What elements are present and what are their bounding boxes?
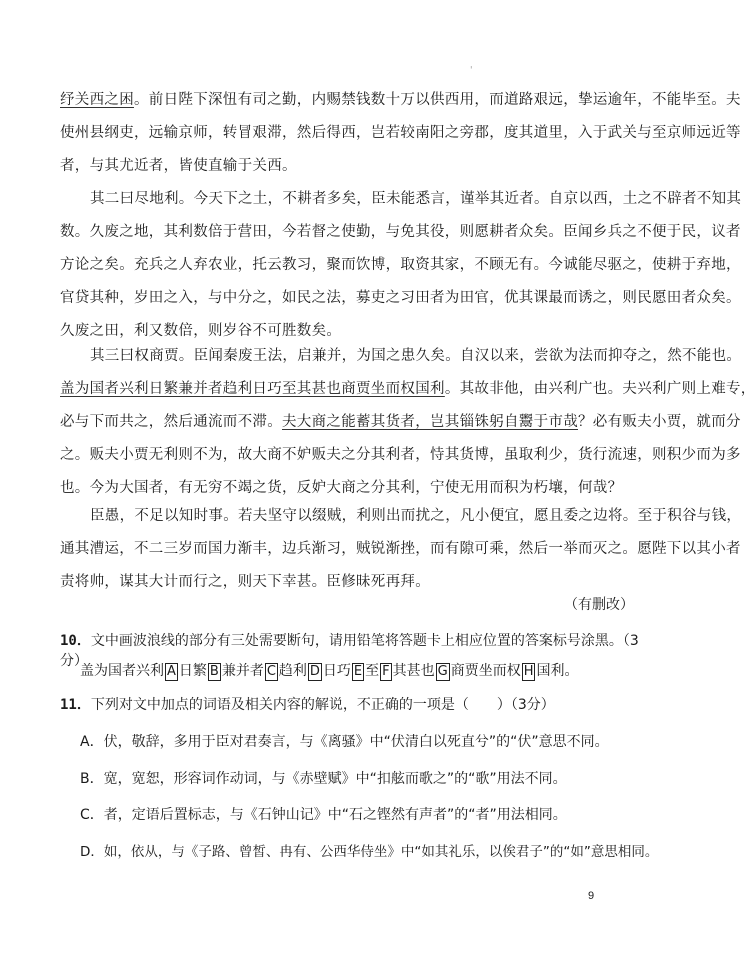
paragraph-2: [60, 183, 742, 348]
underlined-sentence: 夫大商之能蓄其货者，岂其锱铢躬自鬻于市哉: [282, 414, 578, 430]
option-c[interactable]: C．者，定语后置标志，与《石钟山记》中“石之铿然有声者”的“者”用法相同。: [80, 807, 567, 823]
wavy-underlined-sentence: 盖为国者兴利日繁兼并者趋利日巧至其甚也商贾坐而权国利: [60, 381, 445, 397]
source-note: （有删改）: [564, 597, 634, 613]
question-11: [60, 694, 640, 714]
paragraph-2-line-5: 久废之田，利又数倍，则岁谷不可胜数矣。: [60, 323, 342, 339]
paragraph-4: [60, 500, 742, 599]
paragraph-3-line-5: 也。今为大国者，有无穷不竭之货，反妒大商之分其利，宁使无用而积为朽壤，何哉？: [60, 480, 623, 496]
paragraph-3: [60, 340, 756, 505]
paragraph-3-line-3: 必与下而共之，然后通流而不滞。夫大商之能蓄其货者，岂其锱铢躬自鬻于市哉？必有贩夫小贾，就而分: [60, 414, 741, 430]
answer-box-c[interactable]: C: [266, 664, 276, 679]
question-11-number: 11．: [60, 697, 91, 713]
question-10-sentence: 盖为国者兴利 A 日繁 B 兼并者 C 趋利 D 日巧 E 至 F 其甚也 G 商贾坐而权 H 国利。: [80, 663, 579, 679]
question-11-text: 下列对文中加点的词语及相关内容的解说，不正确的一项是（ ）（3分）: [90, 697, 555, 713]
top-mark: ': [470, 66, 473, 76]
paragraph-2-line-2: 数。久废之地，其利数倍于营田，今若督之使勤，与免其役，则愿耕者众矣。臣闻乡兵之不便于民，议者: [60, 224, 741, 240]
option-a[interactable]: A．伏，敬辞，多用于臣对君奏言，与《离骚》中“伏清白以死直兮”的“伏”意思不同。: [80, 734, 609, 750]
paragraph-1-line-3: 者，与其尤近者，皆使直输于关西。: [60, 158, 297, 174]
answer-box-h[interactable]: H: [523, 664, 534, 679]
option-b[interactable]: B．宽，宽恕，形容词作动词，与《赤壁赋》中“扣舷而歌之”的“歌”用法不同。: [80, 771, 567, 787]
paragraph-2-line-4: 官贷其种，岁田之入，与中分之，如民之法，募吏之习田者为田官，优其课最而诱之，则民愿田者众矣。: [60, 290, 741, 306]
underlined-phrase: 纾关西之困: [60, 92, 134, 108]
answer-box-d[interactable]: D: [309, 664, 320, 679]
answer-box-g[interactable]: G: [437, 664, 448, 679]
answer-box-e[interactable]: E: [353, 664, 363, 679]
page-number: 9: [588, 890, 595, 902]
paragraph-3-line-2: 盖为国者兴利日繁兼并者趋利日巧至其甚也商贾坐而权国利。其故非他，由兴利广也。夫兴利广则上难专，: [60, 381, 756, 397]
paragraph-1: [60, 84, 741, 183]
paragraph-4-line-3: 责将帅，谋其大计而行之，则天下幸甚。臣修昧死再拜。: [60, 574, 430, 590]
paragraph-2-line-1: 其二曰尽地利。今天下之土，不耕者多矣，臣未能悉言，谨举其近者。自京以西，土之不辟者不知其: [90, 191, 742, 207]
paragraph-4-line-1: 臣愚，不足以知时事。若夫坚守以缀贼，利则出而扰之，凡小便宜，愿且委之边将。至于积谷与钱，: [90, 508, 742, 524]
paragraph-1-line-2: 使州县纲吏，远输京师，转冒艰滞，然后得西，岂若较南阳之旁郡，度其道里，入于武关与至京师远近等: [60, 125, 741, 141]
paragraph-1-line-1: 纾关西之困。前日陛下深忸有司之勤，内赐禁钱数十万以供西用，而道路艰远，挚运逾年，不能毕至。夫: [60, 92, 741, 108]
question-10-text: 文中画波浪线的部分有三处需要断句，请用铅笔将答题卡上相应位置的答案标号涂黑。（3分）: [60, 633, 639, 669]
answer-box-f[interactable]: F: [382, 664, 390, 679]
answer-box-b[interactable]: B: [209, 664, 219, 679]
paragraph-3-line-1: 其三曰权商贾。臣闻秦废王法，启兼并，为国之患久矣。自汉以来，尝欲为法而抑夺之，然不能也。: [90, 348, 742, 364]
paragraph-2-line-3: 方论之矣。充兵之人弃农业，托云教习，聚而饮博，取资其家，不顾无有。今诚能尽驱之，使耕于弃地，: [60, 257, 741, 273]
paragraph-3-line-4: 之。贩夫小贾无利则不为，故大商不妒贩夫之分其利者，恃其货博，虽取利少，货行流速，则积少而为多: [60, 447, 741, 463]
question-10-number: 10．: [60, 633, 91, 649]
option-d[interactable]: D．如，依从，与《子路、曾皙、冉有、公西华侍坐》中“如其礼乐，以俟君子”的“如”意思相同。: [80, 844, 659, 860]
paragraph-4-line-2: 通其漕运，不二三岁而国力渐丰，边兵渐习，贼锐渐挫，而有隙可乘，然后一举而灭之。愿陛下以其小者: [60, 541, 741, 557]
answer-box-a[interactable]: A: [167, 664, 176, 679]
